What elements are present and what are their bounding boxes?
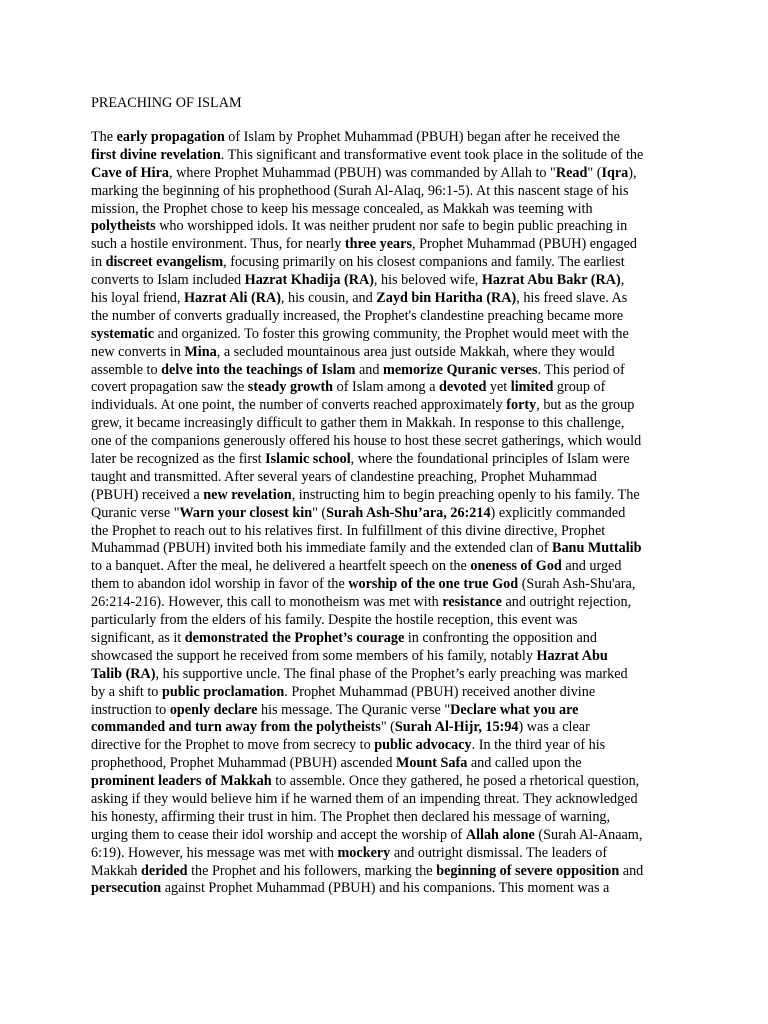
text-run: ,	[620, 272, 625, 289]
text-run: (PBUH) received a	[91, 486, 204, 503]
bold-term: Mina	[184, 343, 217, 360]
text-line	[91, 487, 691, 505]
text-line	[91, 719, 691, 737]
bold-term: discreet evangelism	[105, 254, 224, 271]
text-run: , but as the group	[536, 397, 635, 414]
text-run: particularly from the elders of his family. Despite the hostile reception, this event was	[91, 612, 578, 629]
bold-term: Surah Ash-Shu’ara, 26:214	[326, 504, 491, 521]
text-run: to assemble. Once they gathered, he posed a rhetorical question,	[271, 773, 640, 790]
text-run: " (	[380, 719, 395, 736]
text-line	[91, 702, 691, 720]
text-line	[91, 272, 691, 290]
bold-term: mockery	[337, 844, 391, 861]
text-run: , his cousin, and	[280, 290, 377, 307]
text-line	[91, 326, 691, 344]
text-line	[91, 362, 691, 380]
bold-term: persecution	[91, 880, 162, 897]
text-run: " (	[587, 164, 602, 181]
text-run: converts to Islam included	[91, 272, 245, 289]
bold-term: Hazrat Abu Bakr (RA)	[481, 272, 621, 289]
text-run: asking if they would believe him if he warned them of an impending threat. They acknowledged	[91, 790, 638, 807]
text-run: such a hostile environment. Thus, for nearly	[91, 236, 345, 253]
text-run: Muhammad (PBUH) invited both his immediate family and the extended clan of	[91, 540, 552, 557]
text-line	[91, 469, 691, 487]
text-run: . This significant and transformative event took place in the solitude of the	[220, 146, 644, 163]
text-line	[91, 863, 691, 881]
bold-term: Cave of Hira	[91, 164, 170, 181]
bold-term: Hazrat Ali (RA)	[184, 290, 281, 307]
text-line	[91, 558, 691, 576]
text-line	[91, 773, 691, 791]
text-run: , where the foundational principles of Islam were	[350, 451, 630, 468]
text-run: and outright rejection,	[501, 594, 632, 611]
text-run: ),	[628, 164, 637, 181]
text-run: and organized. To foster this growing community, the Prophet would meet with the	[154, 325, 629, 342]
text-line	[91, 523, 691, 541]
text-line	[91, 648, 691, 666]
text-run: 6:19). However, his message was met with	[91, 844, 338, 861]
text-line	[91, 630, 691, 648]
text-run: . This period of	[537, 361, 625, 378]
bold-term: early propagation	[116, 129, 225, 145]
text-run: and urged	[561, 558, 622, 575]
text-run: and called upon the	[467, 755, 582, 772]
text-run: mission, the Prophet chose to keep his message concealed, as Makkah was teeming with	[91, 200, 593, 217]
text-line	[91, 433, 691, 451]
text-run: , Prophet Muhammad (PBUH) engaged	[411, 236, 637, 253]
text-run: prophethood, Prophet Muhammad (PBUH) ascended	[91, 755, 396, 772]
text-run: , his supportive uncle. The final phase of the Prophet’s early preaching was marked	[155, 665, 628, 682]
text-run: of Islam among a	[333, 379, 440, 396]
text-run: his message. The Quranic verse "	[257, 701, 451, 718]
bold-term: Mount Safa	[395, 755, 468, 772]
text-line	[91, 880, 691, 898]
text-run: (Surah Ash-Shu'ara,	[518, 576, 636, 593]
text-run: by a shift to	[91, 683, 162, 700]
bold-term: memorize Quranic verses	[383, 361, 538, 378]
text-run: later be recognized as the first	[91, 451, 266, 468]
text-run: , his beloved wife,	[373, 272, 482, 289]
bold-term: three years	[344, 236, 412, 253]
bold-term: Allah alone	[465, 826, 535, 843]
bold-term: Surah Al-Hijr, 15:94	[394, 719, 519, 736]
text-run: who worshipped idols. It was neither prudent nor safe to begin public preaching in	[155, 218, 628, 235]
text-line	[91, 344, 691, 362]
text-run: them to abandon idol worship in favor of the	[91, 576, 349, 593]
bold-term: public proclamation	[161, 683, 285, 700]
text-run: ) was a clear	[518, 719, 590, 736]
text-line	[91, 737, 691, 755]
text-run: Makkah	[91, 862, 142, 879]
text-run: taught and transmitted. After several years of clandestine preaching, Prophet Muhammad	[91, 468, 597, 485]
text-line	[91, 201, 691, 219]
bold-term: limited	[510, 379, 554, 396]
bold-term: devoted	[439, 379, 487, 396]
text-run: one of the companions generously offered his house to host these secret gatherings, which would	[91, 433, 642, 450]
text-run: the Prophet to reach out to his relatives first. In fulfillment of this divine directive, Prophet	[91, 522, 606, 539]
bold-term: polytheists	[91, 218, 156, 235]
text-line	[91, 147, 691, 165]
bold-term: resistance	[442, 594, 502, 611]
text-line	[91, 183, 691, 201]
text-line	[91, 612, 691, 630]
text-run: individuals. At one point, the number of converts reached approximately	[91, 397, 507, 414]
text-run: (Surah Al-Anaam,	[534, 826, 643, 843]
text-run: . In the third year of his	[471, 737, 606, 754]
text-run: in confronting the opposition and	[404, 629, 597, 646]
text-run: the number of converts gradually increased, the Prophet's clandestine preaching became more	[91, 307, 624, 324]
bold-term: new revelation	[203, 486, 292, 503]
text-line	[91, 505, 691, 523]
text-line	[91, 165, 691, 183]
text-run: , his freed slave. As	[516, 290, 628, 307]
text-run: and	[355, 361, 384, 378]
text-run: the Prophet and his followers, marking the	[187, 862, 437, 879]
bold-term: commanded and turn away from the polytheists	[91, 719, 381, 736]
bold-term: delve into the teachings of Islam	[161, 361, 356, 378]
bold-term: Zayd bin Haritha (RA)	[376, 290, 517, 307]
text-run: 26:214-216). However, this call to monotheism was met with	[91, 594, 443, 611]
text-run: urging them to cease their idol worship and accept the worship of	[91, 826, 466, 843]
bold-term: Iqra	[601, 164, 629, 181]
text-run: assemble to	[91, 361, 162, 378]
text-run: Quranic verse "	[91, 504, 180, 521]
bold-term: Talib (RA)	[91, 665, 156, 682]
text-run: group of	[553, 379, 606, 396]
bold-term: openly declare	[169, 701, 258, 718]
text-line	[91, 415, 691, 433]
bold-term: Hazrat Khadija (RA)	[244, 272, 374, 289]
text-run: and	[619, 862, 644, 879]
bold-term: Warn your closest kin	[179, 504, 313, 521]
bold-term: public advocacy	[374, 737, 472, 754]
text-run: yet	[486, 379, 511, 396]
bold-term: Banu Muttalib	[552, 540, 642, 557]
text-line	[91, 576, 691, 594]
text-line	[91, 129, 691, 147]
text-line	[91, 791, 691, 809]
text-line	[91, 379, 691, 397]
text-run: . Prophet Muhammad (PBUH) received another divine	[284, 683, 596, 700]
text-line	[91, 397, 691, 415]
text-run: significant, as it	[91, 629, 185, 646]
text-run: grew, it became increasingly difficult to gather them in Makkah. In response to this challenge,	[91, 415, 625, 432]
text-line	[91, 845, 691, 863]
text-run: of Islam by Prophet Muhammad (PBUH) began after he received the	[224, 129, 620, 145]
text-line	[91, 540, 691, 558]
document-body	[91, 129, 691, 898]
bold-term: derided	[141, 862, 188, 879]
bold-term: beginning of severe opposition	[436, 862, 620, 879]
text-line	[91, 218, 691, 236]
text-line	[91, 666, 691, 684]
bold-term: demonstrated the Prophet’s courage	[184, 629, 405, 646]
document-title: PREACHING OF ISLAM	[91, 95, 242, 111]
bold-term: prominent leaders of Makkah	[91, 773, 272, 790]
text-line	[91, 451, 691, 469]
text-run: new converts in	[91, 343, 185, 360]
text-line	[91, 236, 691, 254]
text-line	[91, 308, 691, 326]
text-run: his honesty, affirming their trust in him. The Prophet then declared his message of warning,	[91, 808, 611, 825]
text-run: showcased the support he received from some members of his family, notably	[91, 647, 537, 664]
bold-term: systematic	[91, 325, 155, 342]
bold-term: Hazrat Abu	[536, 647, 608, 664]
text-run: , where Prophet Muhammad (PBUH) was commanded by Allah to "	[169, 164, 556, 181]
text-line	[91, 594, 691, 612]
text-run: , focusing primarily on his closest companions and family. The earliest	[223, 254, 625, 271]
bold-term: first divine revelation	[91, 146, 221, 163]
text-run: instruction to	[91, 701, 170, 718]
bold-term: worship of the one true God	[348, 576, 519, 593]
text-run: his loyal friend,	[91, 290, 184, 307]
bold-term: Read	[555, 164, 588, 181]
text-line	[91, 684, 691, 702]
text-run: , a secluded mountainous area just outside Makkah, where they would	[216, 343, 615, 360]
bold-term: steady growth	[247, 379, 334, 396]
text-run: The	[91, 129, 117, 145]
text-run: ) explicitly commanded	[490, 504, 626, 521]
bold-term: Islamic school	[265, 451, 351, 468]
text-run: against Prophet Muhammad (PBUH) and his companions. This moment was a	[161, 880, 610, 897]
text-run: marking the beginning of his prophethood (Surah Al-Alaq, 96:1-5). At this nascent stage of his	[91, 182, 629, 199]
bold-term: oneness of God	[470, 558, 562, 575]
text-line	[91, 809, 691, 827]
text-line	[91, 827, 691, 845]
text-line	[91, 755, 691, 773]
bold-term: Declare what you are	[450, 701, 579, 718]
text-line	[91, 290, 691, 308]
text-run: directive for the Prophet to move from secrecy to	[91, 737, 375, 754]
text-run: in	[91, 254, 106, 271]
text-run: , instructing him to begin preaching openly to his family. The	[291, 486, 640, 503]
text-run: to a banquet. After the meal, he delivered a heartfelt speech on the	[91, 558, 471, 575]
text-run: and outright dismissal. The leaders of	[390, 844, 608, 861]
bold-term: forty	[506, 397, 537, 414]
text-run: covert propagation saw the	[91, 379, 248, 396]
text-line	[91, 254, 691, 272]
text-run: " (	[312, 504, 327, 521]
